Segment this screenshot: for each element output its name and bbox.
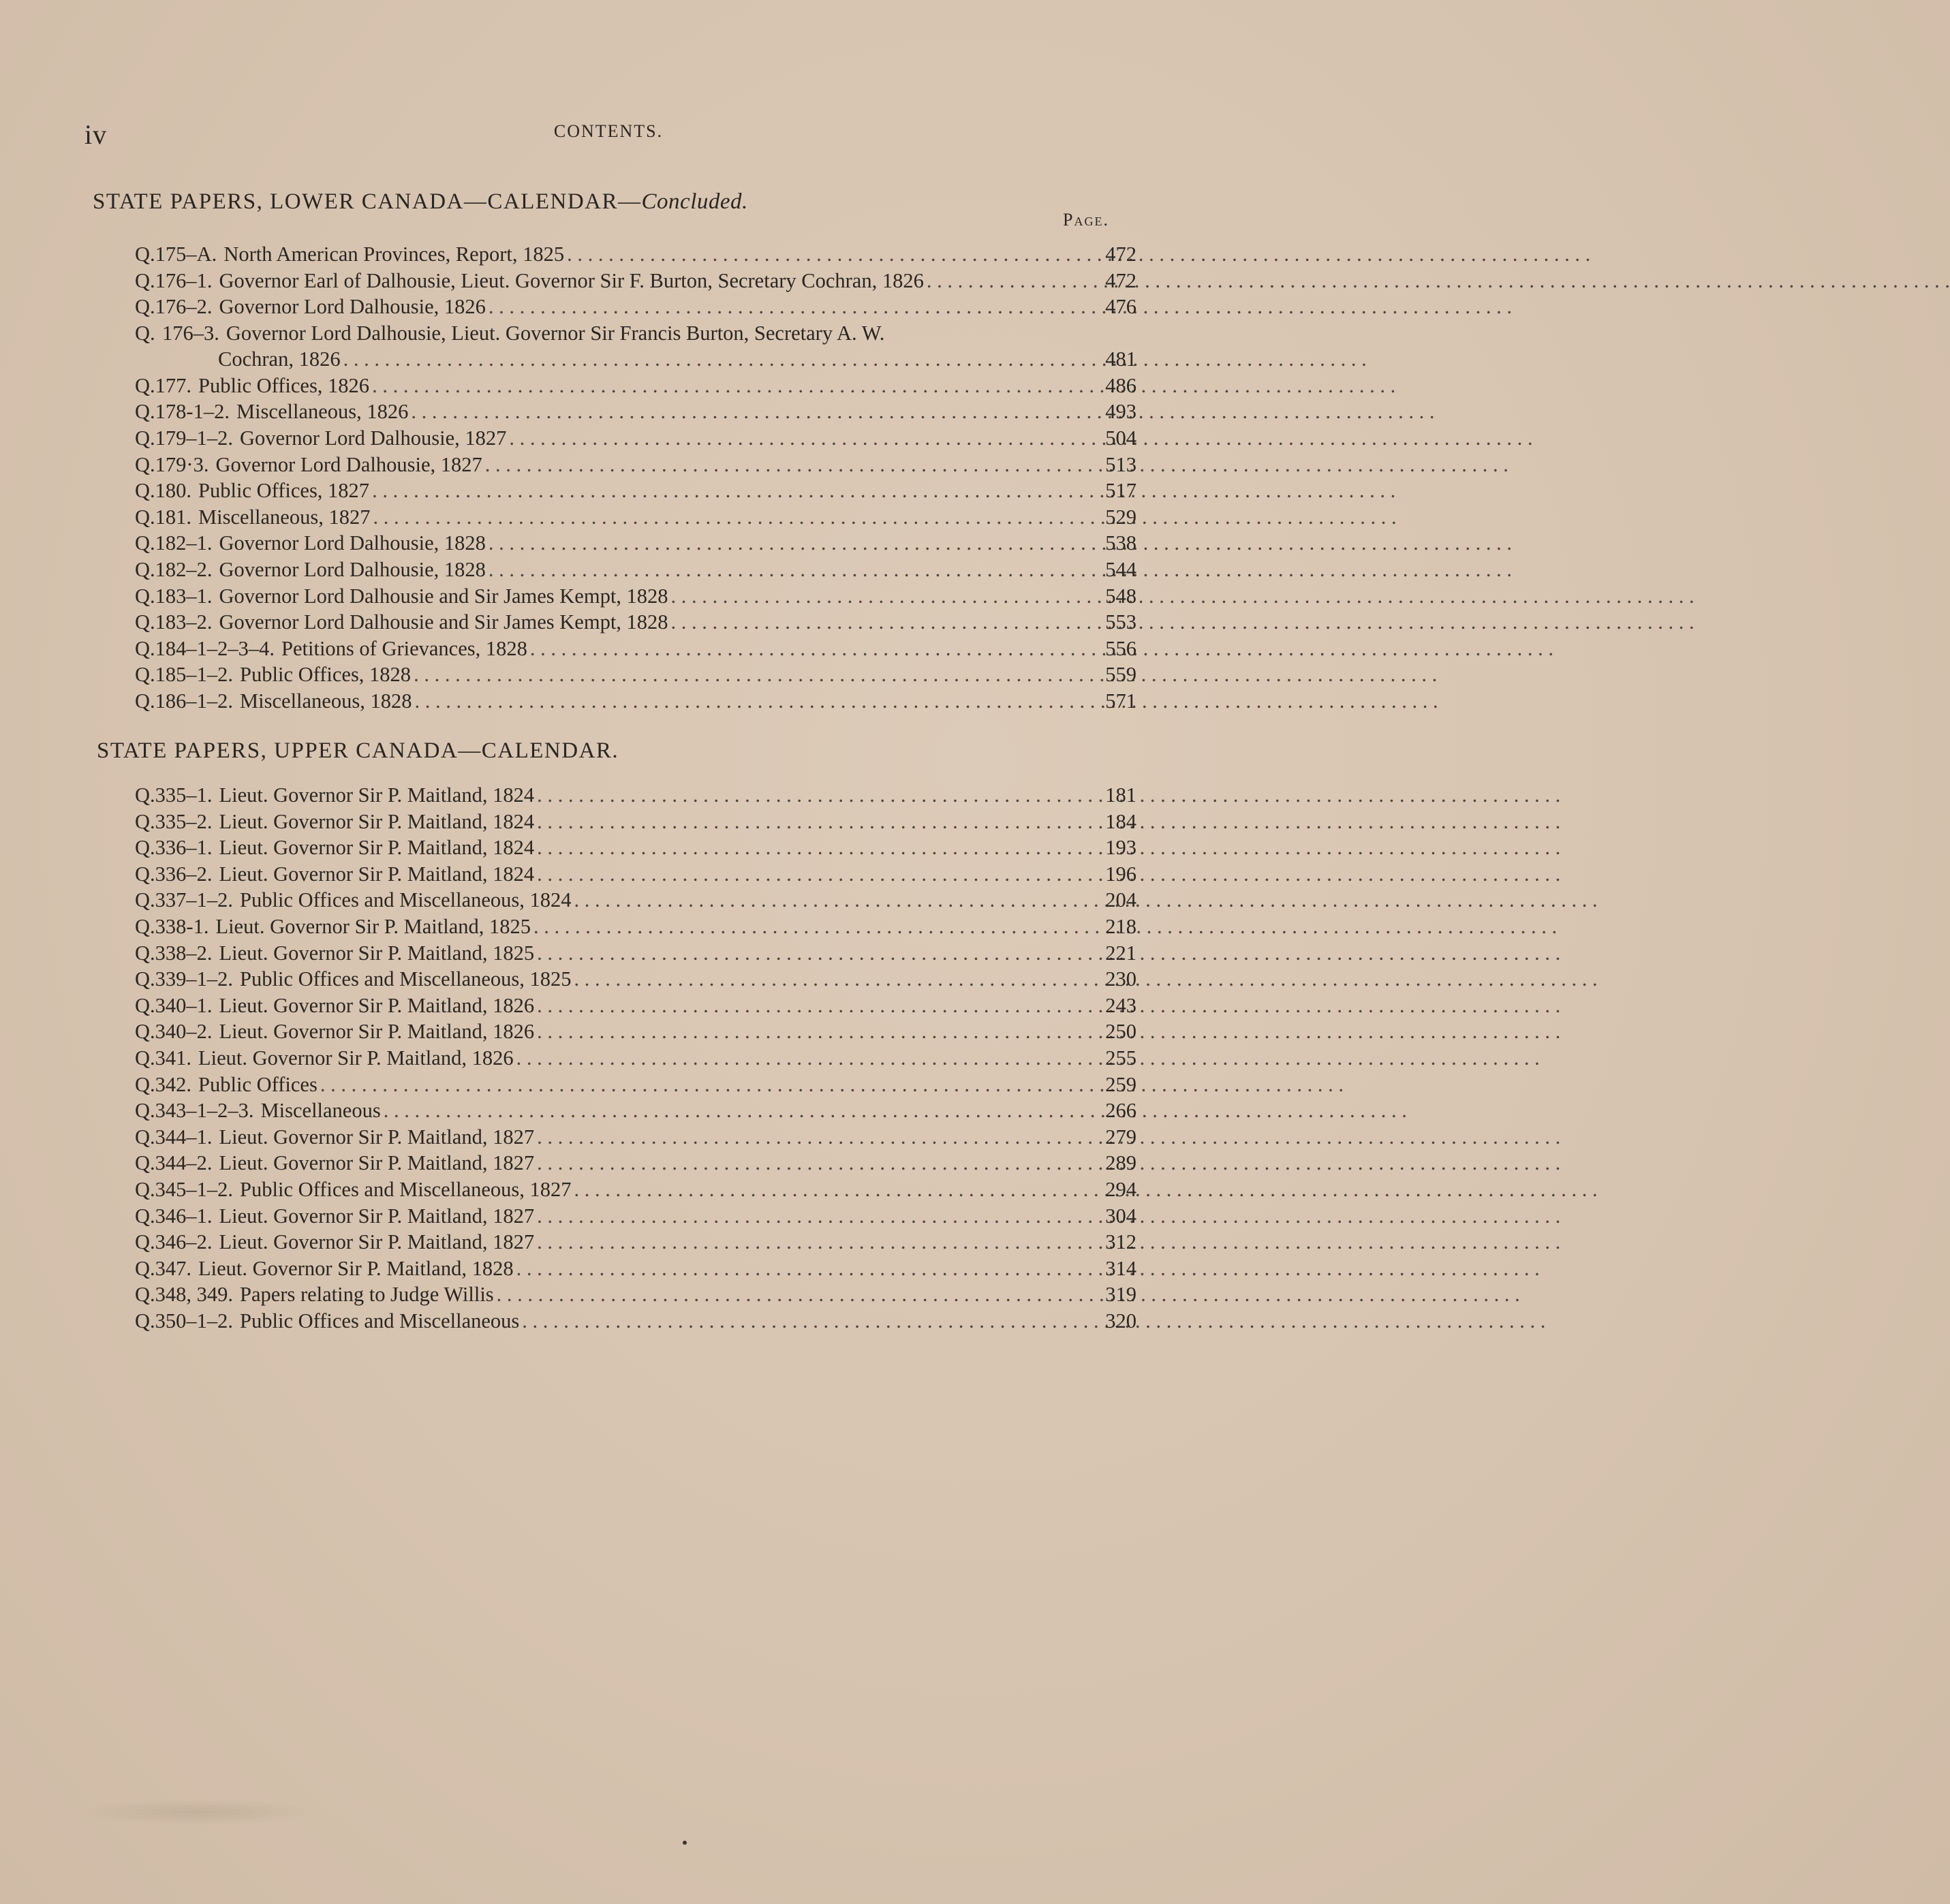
toc-entry	[135, 809, 1136, 835]
volume-code: 336–2.	[155, 862, 213, 886]
toc-entry	[135, 1097, 1136, 1124]
volume-code: 176–1.	[155, 268, 213, 292]
toc-entry	[135, 320, 1136, 373]
q-prefix: Q.	[135, 610, 155, 634]
q-prefix: Q.	[135, 1072, 155, 1096]
q-prefix: Q.	[135, 862, 155, 886]
dot-leader	[509, 425, 1532, 451]
page-reference: 221	[1105, 941, 1136, 965]
page-reference: 218	[1105, 914, 1136, 938]
toc-entry	[135, 1203, 1136, 1230]
q-prefix: Q.	[135, 1125, 155, 1149]
dot-leader	[414, 661, 1437, 687]
volume-code: 175–A.	[155, 243, 217, 266]
q-prefix: Q.	[135, 1020, 155, 1044]
entry-title: Governor Lord Dalhousie, Lieut. Governor Sir Francis Burton, Secretary A. W.	[226, 321, 885, 345]
entry-title: Governor Lord Dalhousie, 1827	[215, 452, 482, 476]
volume-code: 340–2.	[155, 1020, 213, 1044]
entry-title: Lieut. Governor Sir P. Maitland, 1824	[219, 809, 535, 833]
volume-code: 335–2.	[155, 809, 213, 833]
page-reference: 319	[1105, 1283, 1136, 1307]
page-smudge	[75, 1798, 320, 1826]
toc-entry	[135, 583, 1136, 610]
dot-leader	[489, 530, 1512, 556]
volume-code: 343–1–2–3.	[155, 1099, 254, 1123]
entry-title: Governor Lord Dalhousie, 1827	[240, 426, 507, 450]
page-reference: 553	[1105, 610, 1136, 634]
toc-entry	[135, 1176, 1136, 1203]
volume-code: 339–1–2.	[155, 967, 234, 991]
toc-entry	[135, 1281, 1136, 1308]
volume-code: 182–2.	[155, 557, 213, 581]
toc-entry	[135, 452, 1136, 478]
page-column-label: Page.	[1063, 210, 1109, 230]
entry-title: Lieut. Governor Sir P. Maitland, 1824	[219, 783, 535, 807]
dot-leader	[497, 1281, 1520, 1307]
volume-code: 186–1–2.	[155, 689, 234, 713]
page-reference: 517	[1105, 479, 1136, 503]
dot-leader	[533, 914, 1557, 939]
page-reference: 255	[1105, 1046, 1136, 1070]
lower-canada-title-text: STATE PAPERS, LOWER CANADA—CALENDAR—	[93, 189, 642, 214]
volume-code: 344–1.	[155, 1125, 213, 1149]
volume-code: 183–1.	[155, 584, 213, 608]
toc-entry	[135, 782, 1136, 809]
dot-leader	[537, 940, 1560, 966]
entry-title: Lieut. Governor Sir P. Maitland, 1826	[219, 993, 535, 1017]
volume-code: 179–1–2.	[155, 426, 234, 450]
page-reference: 493	[1105, 400, 1136, 424]
volume-code: 341.	[155, 1046, 192, 1070]
entry-title: Lieut. Governor Sir P. Maitland, 1827	[219, 1230, 535, 1254]
page-reference: 529	[1105, 505, 1136, 529]
dot-leader	[373, 504, 1396, 530]
dot-leader	[372, 478, 1395, 503]
q-prefix: Q.	[135, 243, 155, 266]
lower-canada-section-title	[93, 189, 748, 215]
q-prefix: Q.	[135, 400, 155, 424]
page-reference: 513	[1105, 452, 1136, 476]
page-reference: 320	[1105, 1309, 1136, 1332]
volume-code: 342.	[155, 1072, 192, 1096]
dot-leader	[489, 294, 1512, 319]
dot-leader	[671, 583, 1694, 609]
entry-title: Petitions of Grievances, 1828	[281, 636, 527, 660]
page-reference: 472	[1105, 243, 1136, 266]
entry-title: Public Offices and Miscellaneous	[240, 1309, 520, 1332]
q-prefix: Q.	[135, 636, 155, 660]
q-prefix: Q.	[135, 941, 155, 965]
entry-title: Governor Lord Dalhousie and Sir James Kempt, 1828	[219, 584, 668, 608]
volume-code: 335–1.	[155, 783, 213, 807]
volume-code: 338-1.	[155, 914, 209, 938]
toc-entry	[135, 268, 1136, 294]
toc-entry	[135, 1150, 1136, 1176]
page-reference: 294	[1105, 1177, 1136, 1201]
toc-entry	[135, 1072, 1136, 1098]
entry-title: Miscellaneous, 1826	[236, 400, 409, 424]
dot-leader	[343, 346, 1367, 372]
page-reference: 476	[1105, 295, 1136, 319]
dot-leader	[537, 861, 1560, 887]
toc-entry	[135, 636, 1136, 662]
q-prefix: Q.	[135, 663, 155, 687]
dot-leader	[384, 1097, 1407, 1123]
q-prefix: Q.	[135, 505, 155, 529]
page-reference: 504	[1105, 426, 1136, 450]
q-prefix: Q.	[135, 914, 155, 938]
entry-title: North American Provinces, Report, 1825	[223, 243, 565, 266]
entry-title: Lieut. Governor Sir P. Maitland, 1826	[219, 1020, 535, 1044]
q-prefix: Q.	[135, 268, 155, 292]
toc-entry	[135, 1308, 1136, 1335]
volume-code: 350–1–2.	[155, 1309, 234, 1332]
volume-code: 345–1–2.	[155, 1177, 234, 1201]
q-prefix: Q.	[135, 689, 155, 713]
running-title: CONTENTS.	[553, 121, 664, 141]
page-reference: 486	[1105, 373, 1136, 397]
toc-entry	[135, 834, 1136, 861]
toc-entry	[135, 966, 1136, 993]
toc-entry	[135, 373, 1136, 399]
q-prefix: Q.	[135, 479, 155, 503]
q-prefix: Q.	[135, 426, 155, 450]
toc-entry	[135, 688, 1136, 715]
toc-entry	[135, 861, 1136, 888]
q-prefix: Q.	[135, 1177, 155, 1201]
entry-title: Governor Lord Dalhousie and Sir James Kempt, 1828	[219, 610, 668, 634]
dot-leader	[537, 1150, 1560, 1176]
dot-leader	[537, 1124, 1560, 1150]
page-number: iv	[84, 119, 108, 150]
entry-title: Lieut. Governor Sir P. Maitland, 1824	[219, 836, 535, 860]
volume-code: 181.	[155, 505, 192, 529]
volume-code: 180.	[155, 479, 192, 503]
entry-title-continued: Cochran, 1826	[218, 347, 341, 371]
dot-leader	[489, 557, 1512, 582]
page-reference: 312	[1105, 1230, 1136, 1254]
entry-title: Public Offices and Miscellaneous, 1824	[240, 888, 572, 912]
q-prefix: Q.	[135, 1256, 155, 1280]
toc-entry	[135, 294, 1136, 320]
page-reference: 472	[1105, 268, 1136, 292]
toc-entry	[135, 1018, 1136, 1045]
dot-leader	[537, 782, 1560, 808]
volume-code: 340–1.	[155, 993, 213, 1017]
page-reference: 250	[1105, 1020, 1136, 1044]
entry-title: Lieut. Governor Sir P. Maitland, 1826	[198, 1046, 514, 1070]
volume-code: 176–2.	[155, 295, 213, 319]
page-reference: 196	[1105, 862, 1136, 886]
entry-title: Governor Lord Dalhousie, 1828	[219, 557, 486, 581]
q-prefix: Q.	[135, 452, 155, 476]
q-prefix: Q.	[135, 295, 155, 319]
entry-title: Public Offices, 1827	[198, 479, 370, 503]
q-prefix: Q.	[135, 783, 155, 807]
volume-code: 344–2.	[155, 1151, 213, 1175]
dot-leader	[537, 809, 1560, 834]
page-reference: 279	[1105, 1125, 1136, 1149]
entry-title: Public Offices and Miscellaneous, 1827	[240, 1177, 572, 1201]
entry-title: Governor Earl of Dalhousie, Lieut. Governor Sir F. Burton, Secretary Cochran, 1826	[219, 268, 924, 292]
q-prefix: Q.	[135, 1283, 155, 1307]
lower-canada-entry-list	[135, 241, 1136, 715]
entry-title: Public Offices	[198, 1072, 318, 1096]
page-reference: 243	[1105, 993, 1136, 1017]
entry-title: Lieut. Governor Sir P. Maitland, 1828	[198, 1256, 514, 1280]
dot-leader	[537, 993, 1560, 1018]
volume-code: 346–2.	[155, 1230, 213, 1254]
q-prefix: Q.	[135, 1046, 155, 1070]
volume-code: 338–2.	[155, 941, 213, 965]
q-prefix: Q.	[135, 1230, 155, 1254]
volume-code: 179·3.	[155, 452, 209, 476]
q-prefix: Q.	[135, 967, 155, 991]
toc-entry	[135, 914, 1136, 940]
page-reference: 259	[1105, 1072, 1136, 1096]
ink-speck	[683, 1841, 687, 1845]
volume-code: 178-1–2.	[155, 400, 230, 424]
page-reference: 571	[1105, 689, 1136, 713]
q-prefix: Q.	[135, 531, 155, 555]
toc-entry	[135, 1255, 1136, 1282]
dot-leader	[537, 1203, 1560, 1229]
q-prefix: Q.	[135, 373, 155, 397]
dot-leader	[671, 609, 1694, 635]
dot-leader	[320, 1072, 1344, 1097]
q-prefix: Q.	[135, 836, 155, 860]
page-reference: 556	[1105, 636, 1136, 660]
toc-entry	[135, 425, 1136, 452]
page-reference: 559	[1105, 663, 1136, 687]
entry-title: Governor Lord Dalhousie, 1828	[219, 531, 486, 555]
entry-title: Lieut. Governor Sir P. Maitland, 1827	[219, 1125, 535, 1149]
entry-title: Public Offices and Miscellaneous, 1825	[240, 967, 572, 991]
entry-title: Miscellaneous, 1827	[198, 505, 371, 529]
q-prefix: Q.	[135, 888, 155, 912]
volume-code: 337–1–2.	[155, 888, 234, 912]
q-prefix: Q.	[135, 809, 155, 833]
entry-title: Lieut. Governor Sir P. Maitland, 1827	[219, 1204, 535, 1228]
entry-title: Lieut. Governor Sir P. Maitland, 1825	[215, 914, 531, 938]
volume-code: 336–1.	[155, 836, 213, 860]
upper-canada-entry-list	[135, 782, 1136, 1334]
page-reference: 538	[1105, 531, 1136, 555]
volume-code: 184–1–2–3–4.	[155, 636, 275, 660]
page-reference: 266	[1105, 1099, 1136, 1123]
entry-title: Public Offices, 1828	[240, 663, 412, 687]
q-prefix: Q.	[135, 557, 155, 581]
page-reference: 181	[1105, 783, 1136, 807]
toc-entry	[135, 530, 1136, 557]
volume-code: 348, 349.	[155, 1283, 234, 1307]
page-reference: 481	[1105, 347, 1136, 371]
page-reference: 193	[1105, 836, 1136, 860]
volume-code: 176–3.	[162, 321, 219, 345]
dot-leader	[537, 1229, 1560, 1255]
dot-leader	[537, 834, 1560, 860]
page-reference: 548	[1105, 584, 1136, 608]
dot-leader	[372, 373, 1395, 399]
q-prefix: Q.	[135, 993, 155, 1017]
toc-entry	[135, 1229, 1136, 1255]
volume-code: 185–1–2.	[155, 663, 234, 687]
entry-title: Lieut. Governor Sir P. Maitland, 1825	[219, 941, 535, 965]
dot-leader	[411, 399, 1434, 424]
page-reference: 289	[1105, 1151, 1136, 1175]
dot-leader	[516, 1255, 1540, 1281]
q-prefix: Q.	[135, 1309, 155, 1332]
entry-title: Papers relating to Judge Willis	[240, 1283, 494, 1307]
toc-entry	[135, 887, 1136, 914]
dot-leader	[414, 688, 1438, 714]
toc-entry	[135, 399, 1136, 425]
toc-entry	[135, 557, 1136, 583]
volume-code: 347.	[155, 1256, 192, 1280]
page-reference: 230	[1105, 967, 1136, 991]
entry-title: Miscellaneous, 1828	[240, 689, 412, 713]
toc-entry	[135, 609, 1136, 636]
dot-leader	[485, 452, 1508, 478]
toc-entry	[135, 940, 1136, 967]
toc-entry	[135, 1045, 1136, 1072]
q-prefix: Q.	[135, 321, 155, 345]
entry-title: Lieut. Governor Sir P. Maitland, 1827	[219, 1151, 535, 1175]
volume-code: 346–1.	[155, 1204, 213, 1228]
page-reference: 184	[1105, 809, 1136, 833]
toc-entry	[135, 504, 1136, 531]
volume-code: 177.	[155, 373, 192, 397]
toc-entry	[135, 661, 1136, 688]
page-reference: 314	[1105, 1256, 1136, 1280]
page-reference: 204	[1105, 888, 1136, 912]
toc-entry	[135, 1124, 1136, 1151]
entry-title: Lieut. Governor Sir P. Maitland, 1824	[219, 862, 535, 886]
toc-entry	[135, 993, 1136, 1019]
entry-title: Governor Lord Dalhousie, 1826	[219, 295, 486, 319]
entry-title: Miscellaneous	[260, 1099, 381, 1123]
dot-leader	[516, 1045, 1540, 1071]
entry-title: Public Offices, 1826	[198, 373, 370, 397]
toc-entry	[135, 241, 1136, 268]
page-reference: 544	[1105, 557, 1136, 581]
page-reference: 304	[1105, 1204, 1136, 1228]
q-prefix: Q.	[135, 1204, 155, 1228]
q-prefix: Q.	[135, 584, 155, 608]
q-prefix: Q.	[135, 1099, 155, 1123]
volume-code: 183–2.	[155, 610, 213, 634]
toc-entry	[135, 478, 1136, 504]
dot-leader	[522, 1308, 1545, 1334]
dot-leader	[530, 636, 1553, 661]
lower-canada-title-suffix: Concluded.	[641, 189, 748, 214]
volume-code: 182–1.	[155, 531, 213, 555]
upper-canada-section-title: STATE PAPERS, UPPER CANADA—CALENDAR.	[97, 738, 619, 763]
q-prefix: Q.	[135, 1151, 155, 1175]
dot-leader	[537, 1018, 1560, 1044]
